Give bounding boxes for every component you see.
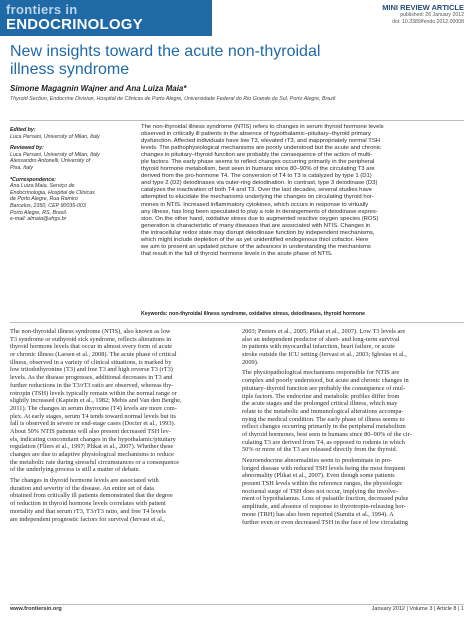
edited-by-label: Edited by: xyxy=(10,127,36,133)
edited-by-value: Luca Persani, University of Milan, Italy xyxy=(10,133,100,140)
abstract-line: that result in the fall of thyroid hormone levels in the acute phase of NTIS. xyxy=(141,250,333,257)
body-line: About 50% NTIS patients will also present decreased TSH lev- xyxy=(10,427,171,435)
correspondence-email[interactable]: e-mail: almaia@ufrgs.br xyxy=(10,216,67,223)
abstract-line: which might include depletion of the as yet unidentified endogenous thiol cofactor. Here xyxy=(141,236,369,243)
divider-middle xyxy=(10,322,464,323)
body-line: 50% or more of the T3 are released directly from the thyroid. xyxy=(242,446,398,454)
correspondence-line-3: de Porto Alegre, Rua Ramiro xyxy=(10,196,78,203)
body-line: The non-thyroidal illness syndrome (NTIS), also known as low xyxy=(10,328,171,335)
abstract-line: observed in critically ill patients in the absence of hypothalamic–pituitary–thyroid primary xyxy=(141,131,371,138)
body-line: levels. As the disease progresses, additional decreases in T3 and xyxy=(10,374,173,382)
body-line: nying the medical condition. The early phase of illness seems to xyxy=(242,415,405,423)
body-line: thyroid hormone levels that occur in almost every form of acute xyxy=(10,343,173,351)
journal-name-line1: frontiers in xyxy=(6,2,78,17)
body-line: duration and severity of the disease. An entire set of data xyxy=(10,484,154,492)
body-line: The physiopathological mechanisms responsible for NTIS are xyxy=(242,369,400,377)
body-line: the acute stages and the prolonged critical illness, which may xyxy=(242,400,398,408)
body-line: fall is observed in severe or end-stage cases (Docter et al., 1993). xyxy=(10,420,176,428)
body-line: or chronic illness (Larsen et al., 2008). The acute phase of critical xyxy=(10,351,177,359)
abstract-line: changes in pituitary–thyroid function are probably the consequence of the action of multi- xyxy=(141,152,373,159)
correspondence-label: *Correspondence: xyxy=(10,176,56,183)
correspondence-line-4: Barcelos, 2350, CEP 90035-003 xyxy=(10,202,86,209)
abstract-line: attempted to elucidate the mechanisms underlying the changes on circulating thyroid hor- xyxy=(141,194,374,201)
correspondence-line-5: Porto Alegre, RS, Brasil. xyxy=(10,209,68,216)
page-footer xyxy=(0,604,474,616)
abstract-line: mones in NTIS. Increased inflammatory cytokines, which occurs in response to virtually xyxy=(141,201,369,208)
reviewed-by-value-1: Luca Persani, University of Milan, Italy xyxy=(10,151,100,158)
journal-name-line2: ENDOCRINOLOGY xyxy=(6,16,143,33)
body-line: 2003; Peeters et al., 2005; Plikat et al., 2007). Low T3 levels are xyxy=(242,328,406,335)
abstract-line: dysfunction. Affected individuals have low T3, elevated rT3, and inappropriately normal TSH xyxy=(141,138,381,145)
body-line: of the underlying process is still a matter of debate. xyxy=(10,466,141,474)
body-line: 2009). xyxy=(242,358,259,366)
body-line: complex and poorly understood, but acute and chronic changes in xyxy=(242,377,409,385)
abstract-line: we aim to present an updated picture of the advances in understanding the mechanisms xyxy=(141,243,371,250)
body-line: plex. At early stages, serum T4 tends toward normal levels but its xyxy=(10,412,177,420)
body-line: further even or even decreased TSH in the face of low circulating xyxy=(242,518,408,526)
abstract-line: generation is characteristic of many diseases that are associated with NTIS. Changes in xyxy=(141,222,371,229)
abstract xyxy=(141,124,464,258)
footer-citation: January 2012 | Volume 3 | Article 8 | 1 xyxy=(371,606,464,612)
body-column-left xyxy=(10,328,232,523)
published-date: published: 26 January 2012 xyxy=(400,12,464,18)
body-line: els, indicating concomitant changes in the hypothalamic/pituitary xyxy=(10,435,176,443)
body-line: illness, observed in a variety of clinical situations, is marked by xyxy=(10,358,172,366)
body-line: of reduction in thyroid hormone levels correlates with patient xyxy=(10,500,166,508)
abstract-line: derived from the pro-hormone T4. The conversion of T4 to T3 is catalyzed by type 1 (D1) xyxy=(141,173,372,180)
footer-url[interactable]: www.frontiersin.org xyxy=(10,606,62,612)
article-type: MINI REVIEW ARTICLE xyxy=(382,3,464,12)
body-line: amplitude, and absence of response to thyrotropin-releasing hor- xyxy=(242,503,406,511)
body-column-right xyxy=(242,328,464,526)
abstract-line: sion. On the other hand, oxidative stress due to augmented reactive oxygen species (ROS) xyxy=(141,215,379,222)
authors: Simone Magagnin Wajner and Ana Luiza Maia* xyxy=(10,84,187,93)
body-line: pituitary–thyroid function are probably the consequence of mul- xyxy=(242,384,405,392)
footer-divider xyxy=(10,604,464,605)
body-line: obtained from critically ill patients demonstrated that the degree xyxy=(10,492,173,500)
title-line-1: New insights toward the acute non-thyroidal xyxy=(10,43,321,60)
publication-info xyxy=(392,12,464,25)
body-line: mone (TRH) has also been reported (Sumita et al., 1994). A xyxy=(242,510,394,518)
body-line: relate to the metabolic and immunological alterations accompa- xyxy=(242,407,404,415)
body-line: rotropin (TSH) levels typically remain within the normal range or xyxy=(10,389,177,397)
abstract-line: any illness, has long been speculated to play a role in derangements of deiodinase expres- xyxy=(141,208,378,215)
body-line: The changes in thyroid hormone levels are associated with xyxy=(10,477,159,485)
article-title xyxy=(10,43,450,79)
body-line: are independent prognostic factors for survival (Iervasi et al., xyxy=(10,515,166,523)
body-line: tiple factors. The endocrine and metabolic profiles differ from xyxy=(242,392,400,400)
body-line: in patients with myocardial infarction, heart failure, or acute xyxy=(242,343,395,351)
title-line-2: illness syndrome xyxy=(10,61,130,78)
body-line: also an independent predictor of short- and long-term survival xyxy=(242,335,400,343)
body-line: nocturnal surge of TSH does not occur, implying the involve- xyxy=(242,487,398,495)
body-line: low triiodothyronine (T3) and free T3 and high reverse T3 (rT3) xyxy=(10,366,173,374)
affiliation: Thyroid Section, Endocrine Division, Hospital de Clinicas de Porto Alegre, Universidade Federal do Rio Grande do Sul, Porto Alegre, Brazil xyxy=(10,96,336,102)
correspondence-line-1: Ana Luiza Maia, Serviço de xyxy=(10,183,75,190)
body-line: stroke outside the ICU setting (Iervasi et al., 2003; Iglesias et al., xyxy=(242,351,407,359)
body-line: of thyroid hormones, best seen in humans since 80–90% of the cir- xyxy=(242,430,412,438)
reviewed-by-label: Reviewed by: xyxy=(10,145,44,152)
journal-banner xyxy=(0,0,212,36)
body-line: present TSH levels within the reference ranges, the physiologic xyxy=(242,480,403,488)
abstract-line: The non-thyroidal illness syndrome (NTIS) refers to changes in serum thyroid hormone levels xyxy=(141,124,384,130)
reviewed-by-value-2: Alessandro Antonelli, University of xyxy=(10,158,91,165)
keywords xyxy=(141,311,464,317)
body-line: changes are due to adaptive physiological mechanisms to reduce xyxy=(10,451,174,458)
body-line: longed disease with reduced TSH levels being the most frequent xyxy=(242,464,406,472)
reviewed-by-value-3: Pisa, Italy xyxy=(10,164,33,171)
body-line: culating T3 are derived from T4, as opposed to rodents in which xyxy=(242,438,405,446)
abstract-line: ple factors. The early phase seems to reflect changes occurring primarily in the peripheral xyxy=(141,159,375,166)
body-line: abnormality (Plikat et al., 2007). Even though some patients xyxy=(242,472,395,480)
body-line: Neuroendocrine abnormalities seem to predominate in pro- xyxy=(242,457,393,464)
body-line: 2011). The changes in serum thyroxine (T4) levels are more com- xyxy=(10,404,177,412)
body-line: the metabolic rate during stressful circumstances or a consequence xyxy=(10,458,180,466)
abstract-line: levels. The pathophysiological mechanisms are poorly understood but the acute and chronic xyxy=(141,145,381,152)
body-line: slightly increased (Kaptein et al., 1982; Mebis and Van den Berghe, xyxy=(10,397,182,405)
body-line: further reductions in the T3/rT3 ratio are observed, whereas thy- xyxy=(10,381,174,389)
keywords-label: Keywords: xyxy=(141,311,168,317)
abstract-line: thyroid hormone metabolism, best seen in humans since 80–90% of the circulating T3 are xyxy=(141,166,375,173)
body-line: mortality and that serum rT3, T3/rT3 ratio, and free T4 levels xyxy=(10,507,166,515)
body-line: reflect changes occurring primarily in the peripheral metabolism xyxy=(242,423,406,431)
correspondence-line-2: Endocrinologia, Hospital de Clínicas xyxy=(10,189,95,196)
journal-header xyxy=(0,0,474,36)
keywords-text: non-thyroidal illness syndrome, oxidative stress, deiodinases, thyroid hormone xyxy=(168,311,366,317)
doi: doi: 10.3389/fendo.2012.00008 xyxy=(392,18,464,25)
body-line: T3 syndrome or euthyroid sick syndrome, reflects alterations in xyxy=(10,335,172,343)
body-line: regulation (Fliers et al., 1997; Plikat et al., 2007). Whether these xyxy=(10,443,174,451)
abstract-line: the intracellular redox state may disrupt deiodinase function by independent mechanisms, xyxy=(141,229,375,236)
body-line: ment of hypothalamus. Loss of pulsatile fraction, decreased pulse xyxy=(242,495,409,503)
sidebar-metadata xyxy=(10,124,126,223)
divider-top xyxy=(10,120,464,121)
abstract-line: catalyzes the inactivation of both T4 and T3. Over the last decades, several studies have xyxy=(141,187,372,194)
abstract-line: and type 2 (D2) deiodinases via outer-ring deiodination. In contrast, type 3 deiodinase (D3) xyxy=(141,180,378,187)
